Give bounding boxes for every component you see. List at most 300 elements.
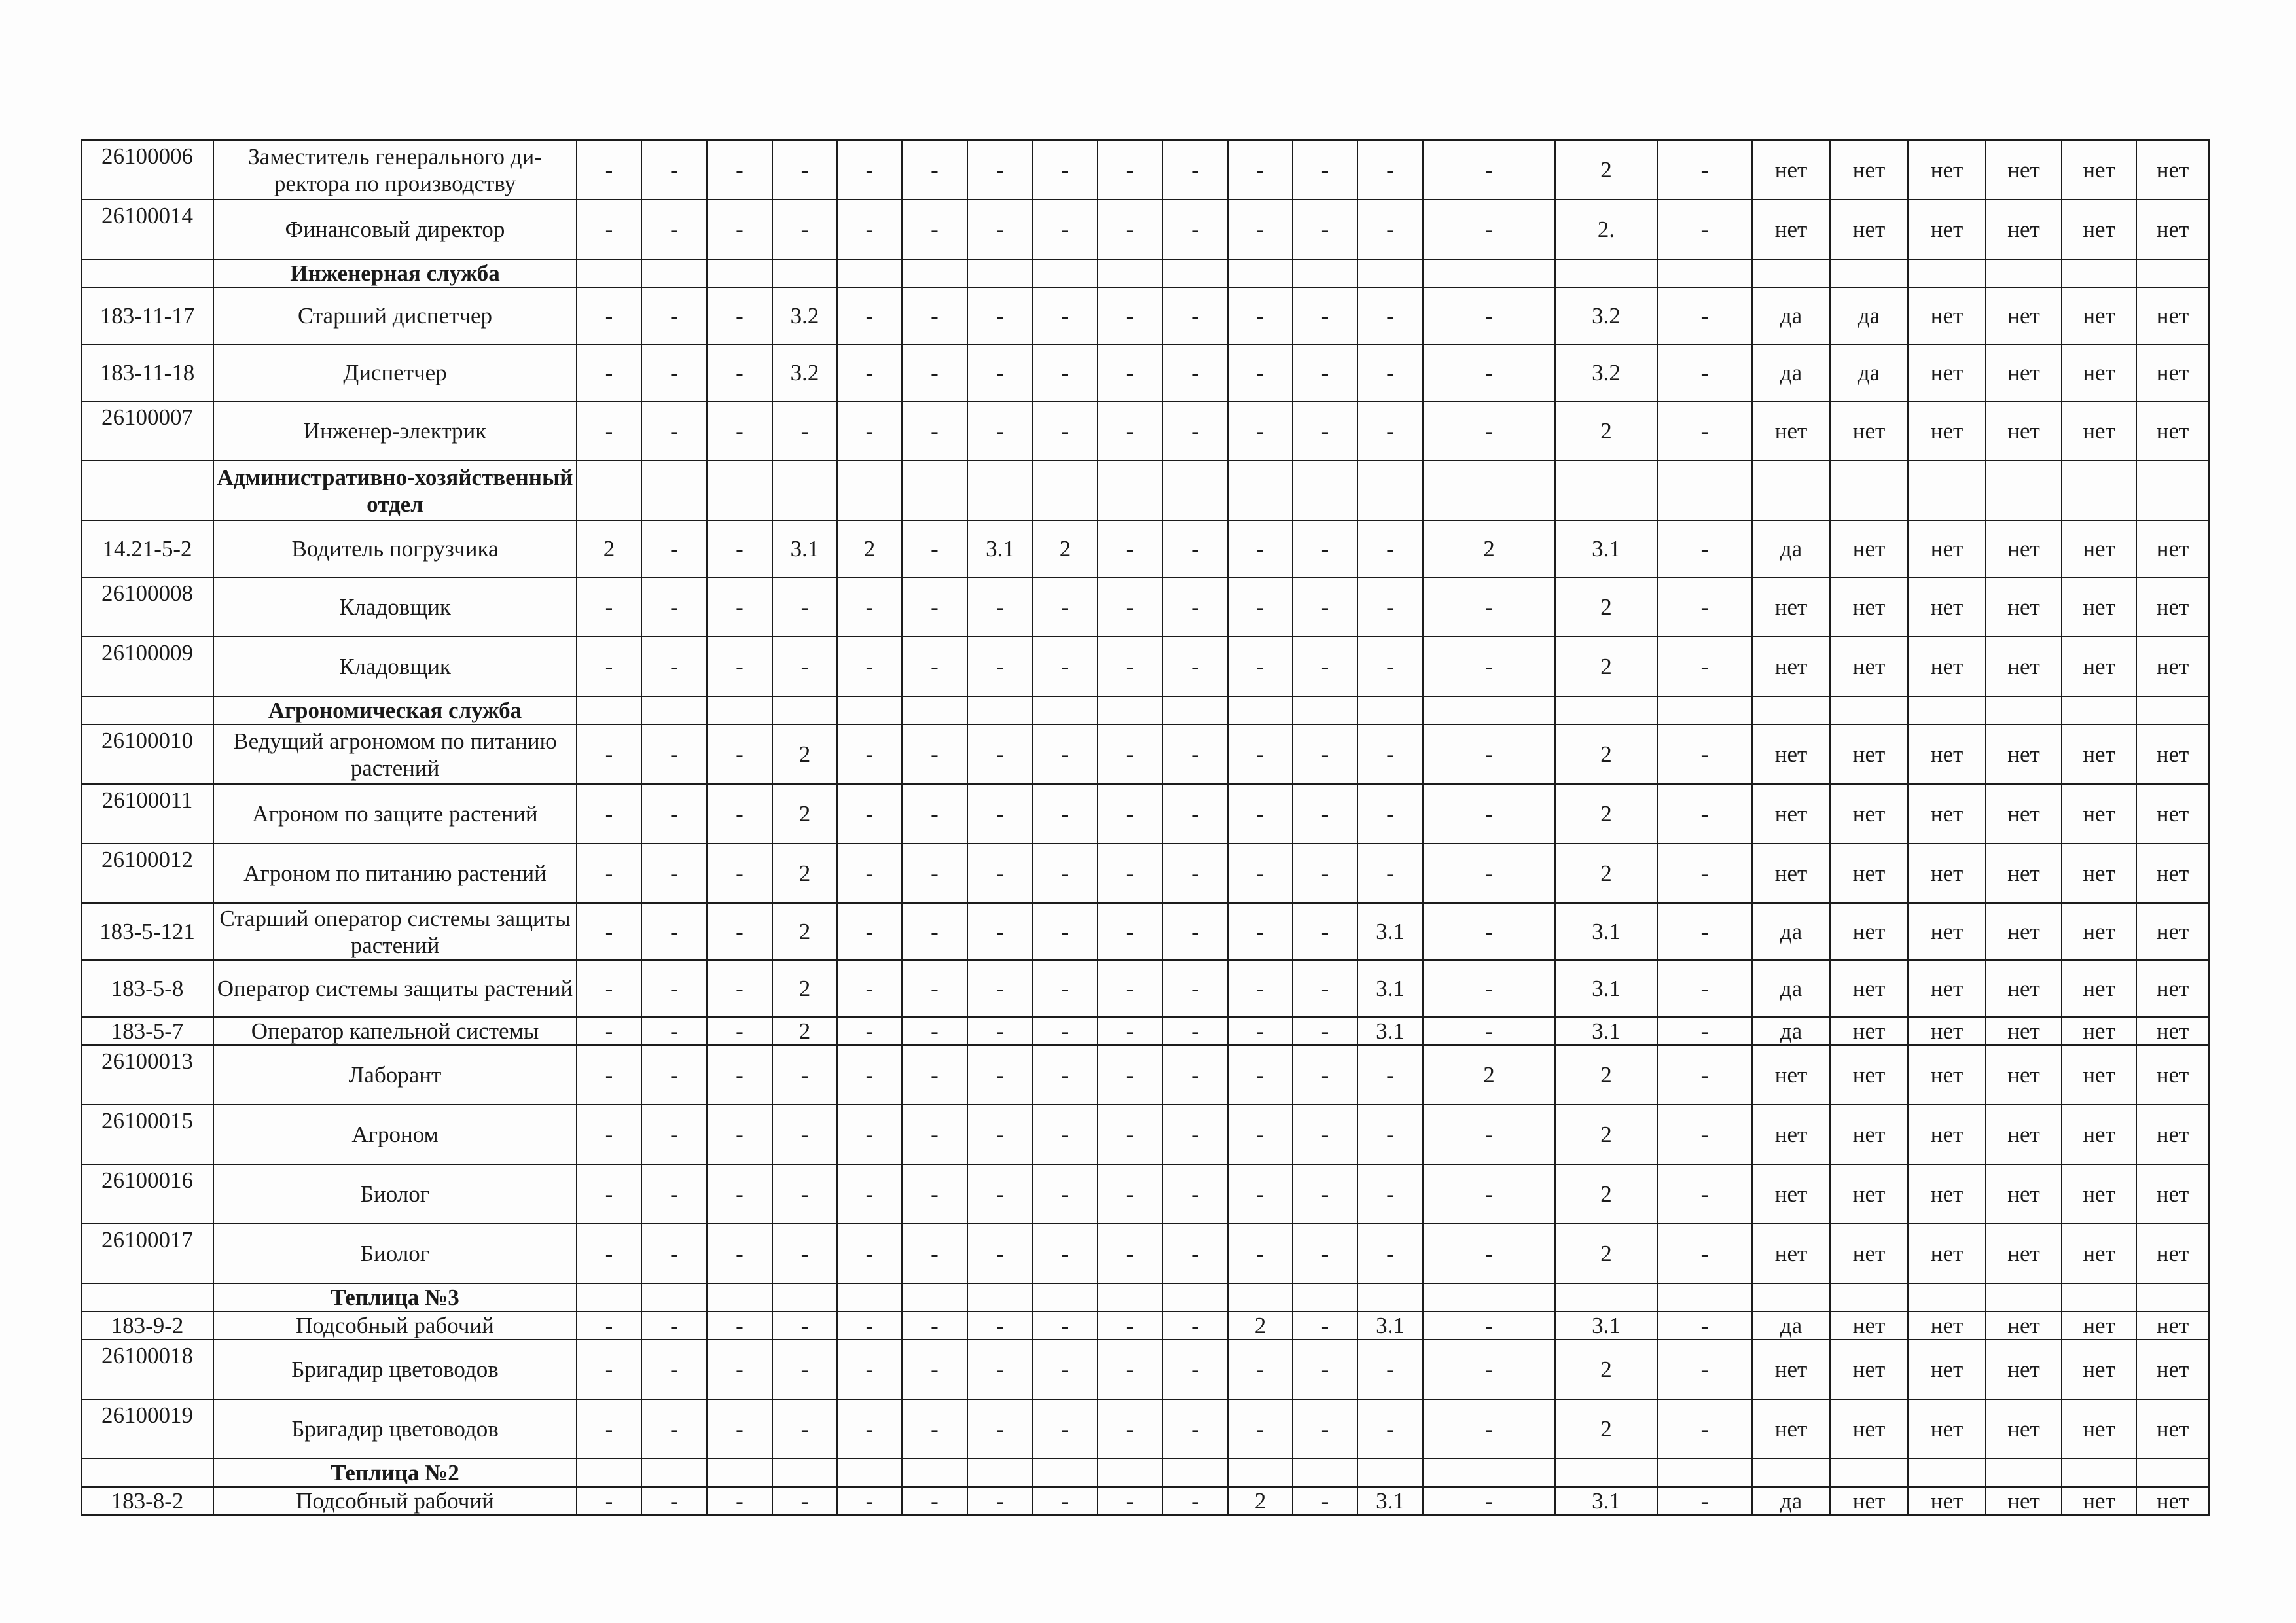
- table-cell: нет: [1986, 1311, 2062, 1340]
- table-cell: -: [902, 960, 967, 1017]
- table-cell: -: [967, 903, 1033, 960]
- table-cell: [1293, 461, 1357, 520]
- table-cell: -: [1357, 637, 1423, 696]
- table-cell: -: [577, 1164, 641, 1224]
- table-cell: -: [1657, 1311, 1752, 1340]
- table-cell: -: [837, 960, 902, 1017]
- table-cell: 2: [772, 844, 837, 903]
- table-cell: -: [967, 1399, 1033, 1459]
- table-cell: нет: [2062, 520, 2136, 577]
- table-cell: -: [707, 784, 772, 844]
- table-cell: нет: [1908, 637, 1986, 696]
- table-cell: нет: [1986, 1017, 2062, 1045]
- table-cell: нет: [2136, 577, 2209, 637]
- table-cell: нет: [1908, 784, 1986, 844]
- table-cell: -: [1423, 401, 1555, 461]
- table-cell: -: [1423, 1224, 1555, 1283]
- table-cell: 3.1: [1357, 903, 1423, 960]
- table-cell: нет: [1752, 577, 1830, 637]
- table-cell: -: [1033, 844, 1098, 903]
- position-name: Финансовый директор: [213, 200, 577, 259]
- table-cell: -: [1657, 401, 1752, 461]
- table-cell: нет: [1830, 1017, 1908, 1045]
- table-cell: -: [902, 1164, 967, 1224]
- table-cell: -: [1293, 520, 1357, 577]
- position-name: Старший оператор системы защиты растений: [213, 903, 577, 960]
- table-cell: -: [707, 724, 772, 784]
- table-cell: [577, 259, 641, 287]
- table-cell: -: [577, 1340, 641, 1399]
- table-cell: -: [1162, 344, 1228, 401]
- table-cell: нет: [1908, 200, 1986, 259]
- table-cell: -: [577, 401, 641, 461]
- table-cell: нет: [2136, 1487, 2209, 1515]
- table-cell: нет: [2136, 903, 2209, 960]
- table-cell: -: [1228, 1399, 1293, 1459]
- position-name: Ведущий агрономом по питанию растений: [213, 724, 577, 784]
- table-cell: нет: [2136, 1224, 2209, 1283]
- table-cell: -: [837, 401, 902, 461]
- table-cell: да: [1752, 1017, 1830, 1045]
- table-cell: нет: [1830, 577, 1908, 637]
- table-cell: нет: [2136, 1311, 2209, 1340]
- table-cell: -: [1033, 1399, 1098, 1459]
- table-cell: -: [1657, 1017, 1752, 1045]
- table-cell: 2: [1555, 140, 1657, 200]
- table-cell: нет: [1830, 637, 1908, 696]
- table-cell: [1357, 1283, 1423, 1311]
- table-cell: нет: [1830, 1045, 1908, 1105]
- table-cell: [1657, 1283, 1752, 1311]
- table-cell: -: [1357, 1399, 1423, 1459]
- table-cell: [837, 259, 902, 287]
- table-cell: -: [1657, 344, 1752, 401]
- table-cell: 2: [772, 960, 837, 1017]
- table-cell: -: [1162, 637, 1228, 696]
- table-cell: -: [967, 1311, 1033, 1340]
- table-cell: нет: [1752, 1045, 1830, 1105]
- table-cell: -: [837, 844, 902, 903]
- table-cell: -: [707, 903, 772, 960]
- table-cell: 3.1: [1555, 960, 1657, 1017]
- table-cell: -: [967, 1164, 1033, 1224]
- table-cell: [707, 259, 772, 287]
- section-title: Агрономическая служба: [213, 696, 577, 724]
- table-cell: -: [1293, 960, 1357, 1017]
- table-cell: -: [967, 784, 1033, 844]
- table-cell: [1657, 696, 1752, 724]
- table-cell: нет: [2062, 344, 2136, 401]
- table-cell: -: [1098, 140, 1162, 200]
- position-name: Оператор системы защиты растений: [213, 960, 577, 1017]
- table-cell: [707, 696, 772, 724]
- table-cell: -: [1423, 903, 1555, 960]
- table-cell: -: [1423, 1105, 1555, 1164]
- table-cell: -: [1162, 724, 1228, 784]
- table-cell: [837, 461, 902, 520]
- table-row: [81, 287, 2209, 344]
- row-code: 183-5-121: [81, 903, 213, 960]
- table-cell: 2: [772, 724, 837, 784]
- table-cell: -: [837, 1224, 902, 1283]
- table-row: [81, 1487, 2209, 1515]
- table-cell: -: [1228, 1045, 1293, 1105]
- table-cell: -: [707, 844, 772, 903]
- table-cell: -: [1357, 287, 1423, 344]
- table-cell: -: [1098, 1340, 1162, 1399]
- table-cell: нет: [2136, 960, 2209, 1017]
- table-cell: [1293, 259, 1357, 287]
- table-cell: -: [1033, 1224, 1098, 1283]
- table-row: [81, 520, 2209, 577]
- table-cell: [1986, 1459, 2062, 1487]
- table-cell: 3.2: [772, 287, 837, 344]
- table-cell: -: [902, 637, 967, 696]
- table-cell: да: [1752, 520, 1830, 577]
- table-cell: нет: [1830, 844, 1908, 903]
- table-cell: -: [967, 287, 1033, 344]
- table-cell: [1752, 1459, 1830, 1487]
- table-cell: нет: [1908, 520, 1986, 577]
- table-cell: -: [707, 1224, 772, 1283]
- table-row: [81, 1224, 2209, 1283]
- table-cell: нет: [2136, 1045, 2209, 1105]
- row-code: 26100006: [81, 140, 213, 200]
- table-cell: -: [1228, 140, 1293, 200]
- table-cell: [1752, 259, 1830, 287]
- table-cell: 2: [1555, 1045, 1657, 1105]
- table-cell: -: [772, 140, 837, 200]
- table-cell: -: [1162, 844, 1228, 903]
- table-cell: нет: [1986, 200, 2062, 259]
- table-cell: нет: [2136, 1017, 2209, 1045]
- table-cell: -: [1357, 200, 1423, 259]
- table-cell: 3.1: [1357, 1487, 1423, 1515]
- table-cell: -: [577, 1399, 641, 1459]
- table-cell: -: [1293, 784, 1357, 844]
- table-cell: [2062, 1459, 2136, 1487]
- table-cell: -: [641, 577, 707, 637]
- row-code: 26100014: [81, 200, 213, 259]
- table-cell: [1555, 1459, 1657, 1487]
- table-cell: -: [577, 784, 641, 844]
- table-cell: -: [1033, 1311, 1098, 1340]
- table-cell: 2: [1423, 1045, 1555, 1105]
- table-cell: 2: [1033, 520, 1098, 577]
- row-code: [81, 259, 213, 287]
- table-cell: -: [707, 1045, 772, 1105]
- table-cell: 2: [1555, 401, 1657, 461]
- table-cell: 3.2: [772, 344, 837, 401]
- table-cell: -: [1423, 344, 1555, 401]
- table-cell: 3.1: [967, 520, 1033, 577]
- table-cell: [772, 1459, 837, 1487]
- table-cell: нет: [1908, 401, 1986, 461]
- table-cell: 2: [1555, 724, 1657, 784]
- table-cell: -: [1228, 520, 1293, 577]
- table-cell: нет: [2062, 637, 2136, 696]
- table-row: [81, 577, 2209, 637]
- table-cell: [1752, 1283, 1830, 1311]
- table-cell: -: [1357, 784, 1423, 844]
- table-cell: нет: [2136, 1340, 2209, 1399]
- table-cell: -: [641, 1105, 707, 1164]
- table-cell: да: [1752, 344, 1830, 401]
- table-cell: -: [641, 140, 707, 200]
- table-cell: [1293, 1459, 1357, 1487]
- table-cell: -: [1657, 140, 1752, 200]
- row-code: 26100015: [81, 1105, 213, 1164]
- table-cell: нет: [2062, 960, 2136, 1017]
- table-cell: [1423, 696, 1555, 724]
- table-row: [81, 844, 2209, 903]
- table-cell: [1033, 259, 1098, 287]
- table-cell: -: [707, 1311, 772, 1340]
- table-cell: -: [902, 344, 967, 401]
- table-cell: -: [837, 577, 902, 637]
- table-cell: -: [1357, 401, 1423, 461]
- table-cell: -: [577, 637, 641, 696]
- table-cell: -: [1423, 287, 1555, 344]
- table-cell: [1986, 259, 2062, 287]
- table-cell: -: [1162, 1487, 1228, 1515]
- table-cell: -: [902, 1311, 967, 1340]
- table-cell: -: [641, 784, 707, 844]
- table-cell: -: [1162, 577, 1228, 637]
- table-cell: -: [902, 1017, 967, 1045]
- table-cell: нет: [1986, 784, 2062, 844]
- table-cell: -: [1033, 724, 1098, 784]
- table-cell: -: [1228, 1164, 1293, 1224]
- table-cell: -: [1162, 1164, 1228, 1224]
- table-cell: -: [967, 344, 1033, 401]
- table-cell: [837, 1459, 902, 1487]
- row-code: 26100016: [81, 1164, 213, 1224]
- table-cell: -: [1293, 200, 1357, 259]
- table-cell: нет: [1908, 1017, 1986, 1045]
- table-cell: -: [1357, 1224, 1423, 1283]
- table-cell: -: [1293, 1340, 1357, 1399]
- table-cell: -: [1033, 1487, 1098, 1515]
- table-cell: -: [772, 1105, 837, 1164]
- table-cell: -: [1162, 1311, 1228, 1340]
- table-cell: нет: [2136, 520, 2209, 577]
- table-cell: -: [707, 1399, 772, 1459]
- table-cell: нет: [1830, 1487, 1908, 1515]
- table-cell: -: [1162, 1017, 1228, 1045]
- table-cell: -: [1293, 1164, 1357, 1224]
- table-cell: -: [837, 1340, 902, 1399]
- table-cell: -: [1657, 200, 1752, 259]
- working-conditions-table: [81, 139, 2210, 1516]
- table-cell: -: [577, 1017, 641, 1045]
- table-cell: нет: [2062, 200, 2136, 259]
- table-cell: [967, 696, 1033, 724]
- table-cell: [1657, 1459, 1752, 1487]
- table-cell: [1986, 1283, 2062, 1311]
- table-cell: [902, 1283, 967, 1311]
- table-cell: -: [902, 1224, 967, 1283]
- table-cell: -: [577, 1105, 641, 1164]
- table-cell: -: [902, 724, 967, 784]
- table-cell: -: [577, 344, 641, 401]
- table-cell: нет: [2136, 140, 2209, 200]
- table-cell: 2: [1555, 1164, 1657, 1224]
- table-cell: нет: [2136, 1164, 2209, 1224]
- table-cell: -: [707, 1105, 772, 1164]
- table-cell: -: [837, 903, 902, 960]
- table-cell: 3.1: [1555, 1487, 1657, 1515]
- table-cell: -: [707, 637, 772, 696]
- table-cell: нет: [1986, 844, 2062, 903]
- table-cell: нет: [2136, 1399, 2209, 1459]
- table-cell: -: [1228, 784, 1293, 844]
- table-cell: -: [1098, 1164, 1162, 1224]
- row-code: 183-9-2: [81, 1311, 213, 1340]
- table-cell: -: [1098, 960, 1162, 1017]
- table-cell: 2: [1555, 1340, 1657, 1399]
- table-cell: -: [1293, 903, 1357, 960]
- table-cell: -: [1293, 577, 1357, 637]
- table-cell: -: [1357, 724, 1423, 784]
- table-cell: -: [707, 287, 772, 344]
- table-cell: [641, 1283, 707, 1311]
- table-cell: -: [1423, 724, 1555, 784]
- table-cell: -: [1293, 140, 1357, 200]
- table-cell: 3.2: [1555, 344, 1657, 401]
- row-code: 26100008: [81, 577, 213, 637]
- table-cell: нет: [2062, 140, 2136, 200]
- table-cell: [967, 461, 1033, 520]
- table-cell: [902, 1459, 967, 1487]
- table-cell: -: [837, 1164, 902, 1224]
- table-cell: -: [1098, 1045, 1162, 1105]
- table-cell: -: [967, 401, 1033, 461]
- table-cell: нет: [1830, 1224, 1908, 1283]
- row-code: 26100017: [81, 1224, 213, 1283]
- table-cell: нет: [2062, 1487, 2136, 1515]
- table-cell: -: [577, 844, 641, 903]
- table-cell: -: [1228, 960, 1293, 1017]
- table-cell: -: [772, 1399, 837, 1459]
- table-cell: [902, 259, 967, 287]
- table-cell: -: [837, 287, 902, 344]
- table-cell: -: [1033, 903, 1098, 960]
- table-cell: [1162, 696, 1228, 724]
- table-cell: [1098, 1459, 1162, 1487]
- table-cell: [1228, 1459, 1293, 1487]
- table-cell: [2062, 696, 2136, 724]
- table-cell: -: [1657, 724, 1752, 784]
- table-cell: -: [967, 1224, 1033, 1283]
- table-cell: [1908, 1283, 1986, 1311]
- table-cell: [1830, 461, 1908, 520]
- table-cell: -: [967, 637, 1033, 696]
- table-cell: нет: [2136, 844, 2209, 903]
- table-cell: -: [1657, 960, 1752, 1017]
- table-cell: -: [1098, 520, 1162, 577]
- table-cell: нет: [1986, 1399, 2062, 1459]
- table-cell: -: [577, 903, 641, 960]
- table-cell: нет: [1908, 844, 1986, 903]
- table-cell: -: [772, 401, 837, 461]
- position-name: Водитель погрузчика: [213, 520, 577, 577]
- table-cell: нет: [1752, 1224, 1830, 1283]
- table-cell: -: [641, 1487, 707, 1515]
- table-cell: нет: [1986, 1105, 2062, 1164]
- table-cell: [2136, 259, 2209, 287]
- table-cell: да: [1830, 344, 1908, 401]
- table-cell: нет: [1986, 401, 2062, 461]
- position-name: Биолог: [213, 1224, 577, 1283]
- table-cell: -: [1293, 1224, 1357, 1283]
- table-cell: 2: [577, 520, 641, 577]
- table-cell: -: [1228, 724, 1293, 784]
- table-cell: -: [1033, 1045, 1098, 1105]
- table-cell: [967, 1459, 1033, 1487]
- table-cell: -: [1228, 577, 1293, 637]
- table-cell: -: [1423, 577, 1555, 637]
- table-cell: -: [1357, 520, 1423, 577]
- table-cell: -: [1423, 1164, 1555, 1224]
- table-cell: -: [1293, 724, 1357, 784]
- table-cell: -: [837, 1045, 902, 1105]
- table-cell: 3.1: [1555, 1017, 1657, 1045]
- table-cell: 3.1: [1555, 520, 1657, 577]
- table-cell: [1162, 1283, 1228, 1311]
- section-row: [81, 696, 2209, 724]
- table-cell: -: [577, 724, 641, 784]
- position-name: Агроном: [213, 1105, 577, 1164]
- table-cell: -: [641, 1399, 707, 1459]
- row-code: [81, 1459, 213, 1487]
- table-cell: -: [1293, 1487, 1357, 1515]
- table-cell: нет: [1752, 1164, 1830, 1224]
- table-cell: 3.1: [1357, 1017, 1423, 1045]
- table-cell: -: [1423, 200, 1555, 259]
- table-cell: 3.1: [1357, 960, 1423, 1017]
- table-cell: -: [577, 200, 641, 259]
- table-cell: нет: [1752, 1105, 1830, 1164]
- table-cell: -: [1293, 344, 1357, 401]
- table-cell: нет: [1830, 1399, 1908, 1459]
- table-cell: 3.1: [1555, 1311, 1657, 1340]
- table-cell: -: [1423, 140, 1555, 200]
- table-cell: нет: [1830, 520, 1908, 577]
- table-cell: -: [837, 200, 902, 259]
- table-cell: -: [1162, 960, 1228, 1017]
- table-cell: -: [707, 520, 772, 577]
- table-cell: -: [1033, 960, 1098, 1017]
- table-cell: -: [641, 287, 707, 344]
- position-name: Лаборант: [213, 1045, 577, 1105]
- table-cell: -: [1357, 577, 1423, 637]
- table-cell: -: [1098, 1105, 1162, 1164]
- table-cell: нет: [2062, 1224, 2136, 1283]
- table-cell: нет: [1830, 724, 1908, 784]
- table-cell: -: [641, 637, 707, 696]
- table-cell: нет: [1908, 1164, 1986, 1224]
- table-cell: [577, 461, 641, 520]
- table-cell: [1830, 696, 1908, 724]
- table-cell: -: [772, 1487, 837, 1515]
- table-cell: да: [1752, 287, 1830, 344]
- table-cell: -: [902, 784, 967, 844]
- section-row: [81, 259, 2209, 287]
- table-cell: [772, 1283, 837, 1311]
- table-cell: -: [1162, 1340, 1228, 1399]
- table-cell: [1423, 1459, 1555, 1487]
